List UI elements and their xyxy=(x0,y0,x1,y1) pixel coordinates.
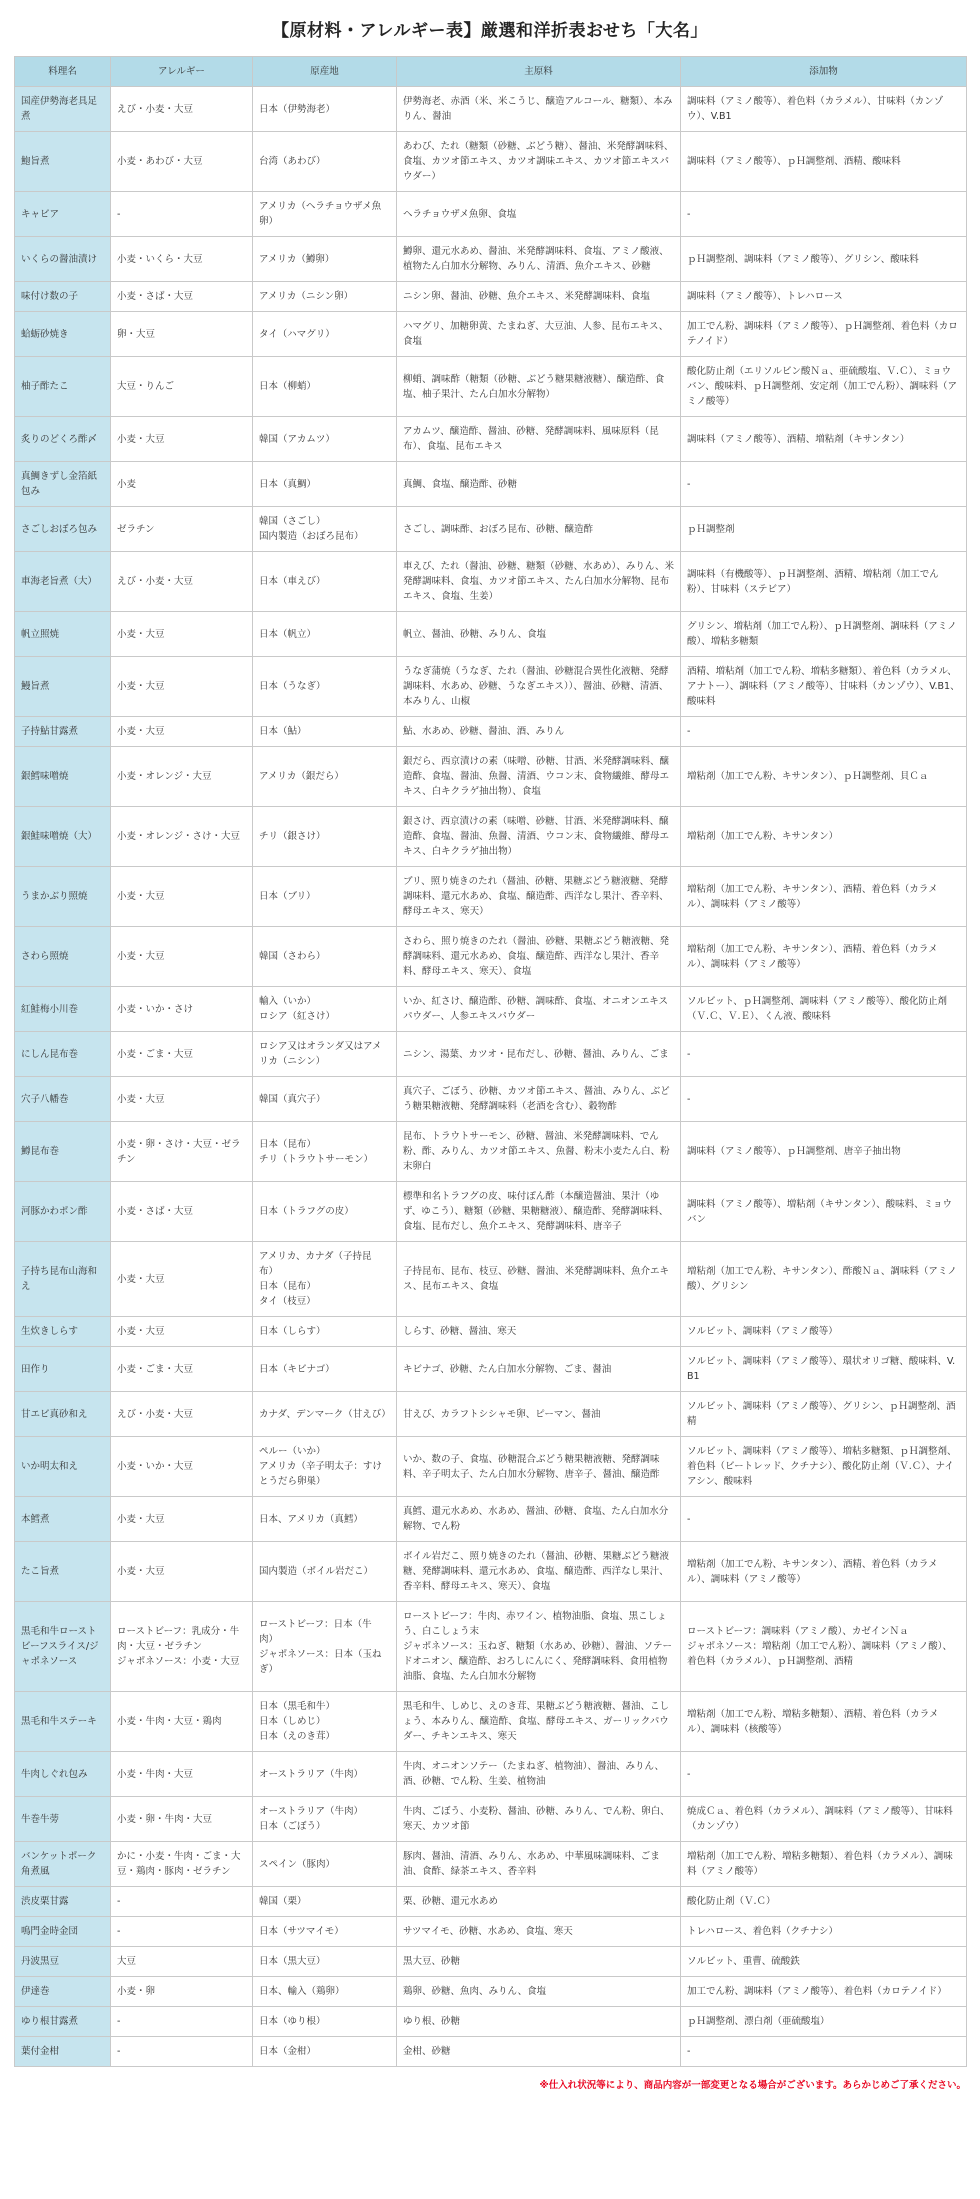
origin-cell: 日本（しらす） xyxy=(253,1317,397,1347)
additives-cell: 加工でん粉、調味料（アミノ酸等）、着色料（カロテノイド） xyxy=(681,1977,967,2007)
additives-cell: - xyxy=(681,1497,967,1542)
main-ingredients-cell: さわら、照り焼きのたれ（醤油、砂糖、果糖ぶどう糖液糖、発酵調味料、還元水あめ、食塩、醸造酢、西洋なし果汁、香辛料、酵母エキス、寒天）、食塩 xyxy=(397,927,681,987)
dish-name-cell: 生炊きしらす xyxy=(15,1317,111,1347)
dish-name-cell: 柚子酢たこ xyxy=(15,357,111,417)
main-ingredients-cell: 真鯛、食塩、醸造酢、砂糖 xyxy=(397,462,681,507)
origin-cell: 日本（サツマイモ） xyxy=(253,1917,397,1947)
allergens-cell: かに・小麦・牛肉・ごま・大豆・鶏肉・豚肉・ゼラチン xyxy=(111,1842,253,1887)
main-ingredients-cell: あわび、たれ（糖類（砂糖、ぶどう糖）、醤油、米発酵調味料、食塩、カツオ節エキス、カツオ調味エキス、カツオ節エキスパウダー） xyxy=(397,132,681,192)
additives-cell: 増粘剤（加工でん粉、キサンタン）、酒精、着色料（カラメル）、調味料（アミノ酸等） xyxy=(681,867,967,927)
origin-cell: 日本（トラフグの皮） xyxy=(253,1182,397,1242)
additives-cell: 調味料（アミノ酸等）、ｐＨ調整剤、酒精、酸味料 xyxy=(681,132,967,192)
origin-cell: ロシア又はオランダ又はアメリカ（ニシン） xyxy=(253,1032,397,1077)
allergens-cell: 小麦・ごま・大豆 xyxy=(111,1032,253,1077)
dish-name-cell: キャビア xyxy=(15,192,111,237)
origin-cell: 日本（うなぎ） xyxy=(253,657,397,717)
allergens-cell: 小麦・大豆 xyxy=(111,1542,253,1602)
dish-name-cell: 銀鮭味噌焼（大） xyxy=(15,807,111,867)
table-row xyxy=(15,1032,967,1077)
origin-cell: 韓国（さわら） xyxy=(253,927,397,987)
origin-cell: 日本（ゆり根） xyxy=(253,2007,397,2037)
dish-name-cell: 河豚かわポン酢 xyxy=(15,1182,111,1242)
table-row xyxy=(15,1347,967,1392)
additives-cell: - xyxy=(681,462,967,507)
origin-cell: 韓国（さごし） 国内製造（おぼろ昆布） xyxy=(253,507,397,552)
dish-name-cell: にしん昆布巻 xyxy=(15,1032,111,1077)
table-row xyxy=(15,1692,967,1752)
table-row xyxy=(15,1602,967,1692)
dish-name-cell: バンケットポーク角煮風 xyxy=(15,1842,111,1887)
table-body xyxy=(15,87,967,2067)
origin-cell: 日本、アメリカ（真鱈） xyxy=(253,1497,397,1542)
table-row xyxy=(15,1842,967,1887)
main-ingredients-cell: 帆立、醤油、砂糖、みりん、食塩 xyxy=(397,612,681,657)
origin-cell: オーストラリア（牛肉） 日本（ごぼう） xyxy=(253,1797,397,1842)
table-row xyxy=(15,1437,967,1497)
table-row xyxy=(15,87,967,132)
allergens-cell: - xyxy=(111,1917,253,1947)
table-row xyxy=(15,507,967,552)
main-ingredients-cell: 鱒卵、還元水あめ、醤油、米発酵調味料、食塩、アミノ酸液、植物たん白加水分解物、みりん、清酒、魚介エキス、砂糖 xyxy=(397,237,681,282)
main-ingredients-cell: ボイル岩だこ、照り焼きのたれ（醤油、砂糖、果糖ぶどう糖液糖、発酵調味料、還元水あめ、食塩、醸造酢、西洋なし果汁、香辛料、酵母エキス、寒天）、食塩 xyxy=(397,1542,681,1602)
dish-name-cell: 牛巻牛蒡 xyxy=(15,1797,111,1842)
dish-name-cell: 蛤蛎砂焼き xyxy=(15,312,111,357)
main-ingredients-cell: 銀さけ、西京漬けの素（味噌、砂糖、甘酒、米発酵調味料、醸造酢、食塩、醤油、魚醤、清酒、ウコン末、食物繊維、酵母エキス、白キクラゲ抽出物） xyxy=(397,807,681,867)
main-ingredients-cell: しらす、砂糖、醤油、寒天 xyxy=(397,1317,681,1347)
allergens-cell: 小麦・さば・大豆 xyxy=(111,282,253,312)
origin-cell: 日本（車えび） xyxy=(253,552,397,612)
allergens-cell: 小麦・大豆 xyxy=(111,867,253,927)
table-row xyxy=(15,1392,967,1437)
table-row xyxy=(15,1497,967,1542)
dish-name-cell: たこ旨煮 xyxy=(15,1542,111,1602)
origin-cell: 国内製造（ボイル岩だこ） xyxy=(253,1542,397,1602)
allergens-cell: 小麦・卵・さけ・大豆・ゼラチン xyxy=(111,1122,253,1182)
main-ingredients-cell: 昆布、トラウトサーモン、砂糖、醤油、米発酵調味料、でん粉、酢、みりん、カツオ節エキス、魚醤、粉末小麦たん白、粉末卵白 xyxy=(397,1122,681,1182)
table-row xyxy=(15,927,967,987)
additives-cell: 調味料（アミノ酸等）、ｐＨ調整剤、唐辛子抽出物 xyxy=(681,1122,967,1182)
table-row xyxy=(15,1242,967,1317)
main-ingredients-cell: 伊勢海老、赤酒（米、米こうじ、醸造アルコール、糖類）、本みりん、醤油 xyxy=(397,87,681,132)
dish-name-cell: 渋皮栗甘露 xyxy=(15,1887,111,1917)
main-ingredients-cell: さごし、調味酢、おぼろ昆布、砂糖、醸造酢 xyxy=(397,507,681,552)
allergens-cell: 卵・大豆 xyxy=(111,312,253,357)
additives-cell: ソルビット、調味料（アミノ酸等）、増粘多糖類、ｐＨ調整剤、着色料（ビートレッド、クチナシ）、酸化防止剤（Ｖ.Ｃ）、ナイアシン、酸味料 xyxy=(681,1437,967,1497)
table-row xyxy=(15,282,967,312)
dish-name-cell: ゆり根甘露煮 xyxy=(15,2007,111,2037)
dish-name-cell: 鰻旨煮 xyxy=(15,657,111,717)
main-ingredients-cell: 黒大豆、砂糖 xyxy=(397,1947,681,1977)
dish-name-cell: 鳴門金時金団 xyxy=(15,1917,111,1947)
additives-cell: グリシン、増粘剤（加工でん粉）、ｐＨ調整剤、調味料（アミノ酸）、増粘多糖類 xyxy=(681,612,967,657)
origin-cell: アメリカ（鱒卵） xyxy=(253,237,397,282)
additives-cell: - xyxy=(681,717,967,747)
allergens-cell: 小麦・あわび・大豆 xyxy=(111,132,253,192)
dish-name-cell: 銀鱈味噌焼 xyxy=(15,747,111,807)
origin-cell: 韓国（真穴子） xyxy=(253,1077,397,1122)
origin-cell: 日本（ブリ） xyxy=(253,867,397,927)
main-ingredients-cell: 銀だら、西京漬けの素（味噌、砂糖、甘酒、米発酵調味料、醸造酢、食塩、醤油、魚醤、清酒、ウコン末、食物繊維、酵母エキス、白キクラゲ抽出物）、食塩 xyxy=(397,747,681,807)
table-row xyxy=(15,2007,967,2037)
allergens-cell: 大豆 xyxy=(111,1947,253,1977)
origin-cell: 日本（伊勢海老） xyxy=(253,87,397,132)
allergens-cell: 小麦・オレンジ・さけ・大豆 xyxy=(111,807,253,867)
dish-name-cell: 真鯛きずし金箔紙包み xyxy=(15,462,111,507)
allergens-cell: 小麦・大豆 xyxy=(111,717,253,747)
main-ingredients-cell: 鶏卵、砂糖、魚肉、みりん、食塩 xyxy=(397,1977,681,2007)
main-ingredients-cell: ローストビーフ：牛肉、赤ワイン、植物油脂、食塩、黒こしょう、白こしょう末 ジャポネソース：玉ねぎ、糖類（水あめ、砂糖）、醤油、ソテードオニオン、醸造酢、おろしにんにく、発酵調味料、食用植物油脂、食塩、たん白加水分解物 xyxy=(397,1602,681,1692)
allergens-cell: 小麦・大豆 xyxy=(111,417,253,462)
main-ingredients-cell: ゆり根、砂糖 xyxy=(397,2007,681,2037)
origin-cell: カナダ、デンマーク（甘えび） xyxy=(253,1392,397,1437)
allergens-cell: 小麦・牛肉・大豆・鶏肉 xyxy=(111,1692,253,1752)
dish-name-cell: 子持ち昆布山海和え xyxy=(15,1242,111,1317)
additives-cell: 調味料（アミノ酸等）、酒精、増粘剤（キサンタン） xyxy=(681,417,967,462)
origin-cell: 日本（昆布） チリ（トラウトサーモン） xyxy=(253,1122,397,1182)
origin-cell: 韓国（栗） xyxy=(253,1887,397,1917)
allergens-cell: 小麦・大豆 xyxy=(111,612,253,657)
dish-name-cell: 帆立照焼 xyxy=(15,612,111,657)
table-row xyxy=(15,1752,967,1797)
origin-cell: 日本（柳蛸） xyxy=(253,357,397,417)
origin-cell: 台湾（あわび） xyxy=(253,132,397,192)
allergens-cell: 小麦・オレンジ・大豆 xyxy=(111,747,253,807)
origin-cell: タイ（ハマグリ） xyxy=(253,312,397,357)
table-row xyxy=(15,1182,967,1242)
additives-cell: 増粘剤（加工でん粉、キサンタン） xyxy=(681,807,967,867)
dish-name-cell: 味付け数の子 xyxy=(15,282,111,312)
allergen-table xyxy=(14,56,967,2067)
main-ingredients-cell: 真穴子、ごぼう、砂糖、カツオ節エキス、醤油、みりん、ぶどう糖果糖液糖、発酵調味料（老酒を含む）、穀物酢 xyxy=(397,1077,681,1122)
origin-cell: 日本（金柑） xyxy=(253,2037,397,2067)
additives-cell: 加工でん粉、調味料（アミノ酸等）、ｐＨ調整剤、着色料（カロテノイド） xyxy=(681,312,967,357)
allergens-cell: - xyxy=(111,1887,253,1917)
dish-name-cell: 炙りのどくろ酢〆 xyxy=(15,417,111,462)
table-row xyxy=(15,717,967,747)
dish-name-cell: 伊達巻 xyxy=(15,1977,111,2007)
main-ingredients-cell: 柳蛸、調味酢（糖類（砂糖、ぶどう糖果糖液糖）、醸造酢、食塩、柚子果汁、たん白加水分解物） xyxy=(397,357,681,417)
origin-cell: アメリカ、カナダ（子持昆布） 日本（昆布） タイ（枝豆） xyxy=(253,1242,397,1317)
main-ingredients-cell: アカムツ、醸造酢、醤油、砂糖、発酵調味料、風味原料（昆布）、食塩、昆布エキス xyxy=(397,417,681,462)
column-header-origin: 原産地 xyxy=(253,57,397,87)
table-row xyxy=(15,1887,967,1917)
additives-cell: 増粘剤（加工でん粉、キサンタン）、酒精、着色料（カラメル）、調味料（アミノ酸等） xyxy=(681,1542,967,1602)
allergens-cell: 小麦・大豆 xyxy=(111,1077,253,1122)
allergens-cell: ローストビーフ：乳成分・牛肉・大豆・ゼラチン ジャポネソース：小麦・大豆 xyxy=(111,1602,253,1692)
dish-name-cell: 本鱈煮 xyxy=(15,1497,111,1542)
additives-cell: 酸化防止剤（Ｖ.Ｃ） xyxy=(681,1887,967,1917)
table-row xyxy=(15,987,967,1032)
origin-cell: オーストラリア（牛肉） xyxy=(253,1752,397,1797)
allergens-cell: - xyxy=(111,2007,253,2037)
additives-cell: 調味料（アミノ酸等）、増粘剤（キサンタン）、酸味料、ミョウバン xyxy=(681,1182,967,1242)
table-row xyxy=(15,1542,967,1602)
allergens-cell: 小麦・大豆 xyxy=(111,1317,253,1347)
dish-name-cell: いくらの醤油漬け xyxy=(15,237,111,282)
allergens-cell: 小麦・牛肉・大豆 xyxy=(111,1752,253,1797)
table-container xyxy=(14,56,966,2091)
table-row xyxy=(15,747,967,807)
additives-cell: ソルビット、調味料（アミノ酸等）、グリシン、ｐＨ調整剤、酒精 xyxy=(681,1392,967,1437)
dish-name-cell: 黒毛和牛ローストビーフスライス/ジャポネソース xyxy=(15,1602,111,1692)
additives-cell: ｐＨ調整剤 xyxy=(681,507,967,552)
table-row xyxy=(15,807,967,867)
origin-cell: 日本（キビナゴ） xyxy=(253,1347,397,1392)
dish-name-cell: 牛肉しぐれ包み xyxy=(15,1752,111,1797)
main-ingredients-cell: 甘えび、カラフトシシャモ卵、ピーマン、醤油 xyxy=(397,1392,681,1437)
main-ingredients-cell: 真鱈、還元水あめ、水あめ、醤油、砂糖、食塩、たん白加水分解物、でん粉 xyxy=(397,1497,681,1542)
table-row xyxy=(15,132,967,192)
allergens-cell: 小麦・卵・牛肉・大豆 xyxy=(111,1797,253,1842)
main-ingredients-cell: 鮎、水あめ、砂糖、醤油、酒、みりん xyxy=(397,717,681,747)
allergens-cell: えび・小麦・大豆 xyxy=(111,87,253,132)
allergens-cell: ゼラチン xyxy=(111,507,253,552)
table-header xyxy=(15,57,967,87)
dish-name-cell: 葉付金柑 xyxy=(15,2037,111,2067)
additives-cell: 酒精、増粘剤（加工でん粉、増粘多糖類）、着色料（カラメル、アナトー）、調味料（アミノ酸等）、甘味料（カンゾウ）、V.B1、酸味料 xyxy=(681,657,967,717)
additives-cell: - xyxy=(681,2037,967,2067)
origin-cell: 輸入（いか） ロシア（紅さけ） xyxy=(253,987,397,1032)
additives-cell: 焼成Ｃａ、着色料（カラメル）、調味料（アミノ酸等）、甘味料（カンゾウ） xyxy=(681,1797,967,1842)
dish-name-cell: 紅鮭梅小川巻 xyxy=(15,987,111,1032)
additives-cell: トレハロース、着色料（クチナシ） xyxy=(681,1917,967,1947)
dish-name-cell: 甘エビ真砂和え xyxy=(15,1392,111,1437)
main-ingredients-cell: 牛肉、オニオンソテー（たまねぎ、植物油）、醤油、みりん、酒、砂糖、でん粉、生姜、植物油 xyxy=(397,1752,681,1797)
origin-cell: 日本（黒大豆） xyxy=(253,1947,397,1977)
additives-cell: - xyxy=(681,1077,967,1122)
allergens-cell: 大豆・りんご xyxy=(111,357,253,417)
main-ingredients-cell: サツマイモ、砂糖、水あめ、食塩、寒天 xyxy=(397,1917,681,1947)
additives-cell: 酸化防止剤（エリソルビン酸Ｎａ、亜硫酸塩、Ｖ.Ｃ）、ミョウバン、酸味料、ｐＨ調整剤、安定剤（加工でん粉）、調味料（アミノ酸等） xyxy=(681,357,967,417)
dish-name-cell: 子持鮎甘露煮 xyxy=(15,717,111,747)
table-row xyxy=(15,192,967,237)
main-ingredients-cell: 牛肉、ごぼう、小麦粉、醤油、砂糖、みりん、でん粉、卵白、寒天、カツオ節 xyxy=(397,1797,681,1842)
table-row xyxy=(15,1977,967,2007)
main-ingredients-cell: ハマグリ、加糖卵黄、たまねぎ、大豆油、人参、昆布エキス、食塩 xyxy=(397,312,681,357)
header-row xyxy=(15,57,967,87)
additives-cell: ローストビーフ：調味料（アミノ酸）、カゼインＮａ ジャポネソース：増粘剤（加工でん粉）、調味料（アミノ酸）、着色料（カラメル）、ｐＨ調整剤、酒精 xyxy=(681,1602,967,1692)
allergens-cell: えび・小麦・大豆 xyxy=(111,552,253,612)
allergens-cell: 小麦・大豆 xyxy=(111,657,253,717)
disclaimer-note: ※仕入れ状況等により、商品内容が一部変更となる場合がございます。あらかじめご了承ください。 xyxy=(539,2080,966,2091)
allergens-cell: 小麦・大豆 xyxy=(111,1497,253,1542)
additives-cell: - xyxy=(681,1032,967,1077)
main-ingredients-cell: 子持昆布、昆布、枝豆、砂糖、醤油、米発酵調味料、魚介エキス、昆布エキス、食塩 xyxy=(397,1242,681,1317)
allergens-cell: 小麦・ごま・大豆 xyxy=(111,1347,253,1392)
additives-cell: 増粘剤（加工でん粉、キサンタン）、酒精、着色料（カラメル）、調味料（アミノ酸等） xyxy=(681,927,967,987)
allergens-cell: 小麦・いか・大豆 xyxy=(111,1437,253,1497)
additives-cell: 調味料（有機酸等）、ｐＨ調整剤、酒精、増粘剤（加工でん粉）、甘味料（ステビア） xyxy=(681,552,967,612)
dish-name-cell: 国産伊勢海老具足煮 xyxy=(15,87,111,132)
additives-cell: 増粘剤（加工でん粉、増粘多糖類）、酒精、着色料（カラメル）、調味料（核酸等） xyxy=(681,1692,967,1752)
origin-cell: 日本（黒毛和牛） 日本（しめじ） 日本（えのき茸） xyxy=(253,1692,397,1752)
allergens-cell: 小麦・さば・大豆 xyxy=(111,1182,253,1242)
column-header-additives: 添加物 xyxy=(681,57,967,87)
table-row xyxy=(15,1317,967,1347)
origin-cell: 日本、輸入（鶏卵） xyxy=(253,1977,397,2007)
main-ingredients-cell: いか、数の子、食塩、砂糖混合ぶどう糖果糖液糖、発酵調味料、辛子明太子、たん白加水分解物、唐辛子、醤油、醸造酢 xyxy=(397,1437,681,1497)
table-row xyxy=(15,462,967,507)
dish-name-cell: 丹波黒豆 xyxy=(15,1947,111,1977)
additives-cell: 増粘剤（加工でん粉、キサンタン）、酢酸Ｎａ、調味料（アミノ酸）、グリシン xyxy=(681,1242,967,1317)
table-row xyxy=(15,612,967,657)
dish-name-cell: 田作り xyxy=(15,1347,111,1392)
allergens-cell: 小麦・大豆 xyxy=(111,927,253,987)
dish-name-cell: さわら照焼 xyxy=(15,927,111,987)
main-ingredients-cell: いか、紅さけ、醸造酢、砂糖、調味酢、食塩、オニオンエキスパウダー、人参エキスパウダー xyxy=(397,987,681,1032)
additives-cell: - xyxy=(681,192,967,237)
table-row xyxy=(15,312,967,357)
additives-cell: 調味料（アミノ酸等）、着色料（カラメル）、甘味料（カンゾウ）、V.B1 xyxy=(681,87,967,132)
main-ingredients-cell: ニシン卵、醤油、砂糖、魚介エキス、米発酵調味料、食塩 xyxy=(397,282,681,312)
allergens-cell: 小麦・いか・さけ xyxy=(111,987,253,1032)
main-ingredients-cell: ニシン、湯葉、カツオ・昆布だし、砂糖、醤油、みりん、ごま xyxy=(397,1032,681,1077)
column-header-dish-name: 料理名 xyxy=(15,57,111,87)
main-ingredients-cell: ヘラチョウザメ魚卵、食塩 xyxy=(397,192,681,237)
main-ingredients-cell: キビナゴ、砂糖、たん白加水分解物、ごま、醤油 xyxy=(397,1347,681,1392)
additives-cell: 増粘剤（加工でん粉、キサンタン）、ｐＨ調整剤、貝Ｃａ xyxy=(681,747,967,807)
dish-name-cell: 鱒昆布巻 xyxy=(15,1122,111,1182)
column-header-allergens: アレルギー xyxy=(111,57,253,87)
additives-cell: ソルビット、重曹、硫酸鉄 xyxy=(681,1947,967,1977)
main-ingredients-cell: 金柑、砂糖 xyxy=(397,2037,681,2067)
additives-cell: ｐＨ調整剤、調味料（アミノ酸等）、グリシン、酸味料 xyxy=(681,237,967,282)
allergens-cell: 小麦・大豆 xyxy=(111,1242,253,1317)
table-row xyxy=(15,552,967,612)
allergens-cell: 小麦・卵 xyxy=(111,1977,253,2007)
dish-name-cell: さごしおぼろ包み xyxy=(15,507,111,552)
table-row xyxy=(15,1797,967,1842)
origin-cell: アメリカ（ニシン卵） xyxy=(253,282,397,312)
main-ingredients-cell: うなぎ蒲焼（うなぎ、たれ（醤油、砂糖混合異性化液糖、発酵調味料、水あめ、砂糖、うなぎエキス））、醤油、砂糖、清酒、本みりん、山椒 xyxy=(397,657,681,717)
allergens-cell: 小麦・いくら・大豆 xyxy=(111,237,253,282)
table-row xyxy=(15,417,967,462)
origin-cell: アメリカ（ヘラチョウザメ魚卵） xyxy=(253,192,397,237)
main-ingredients-cell: 車えび、たれ（醤油、砂糖、糖類（砂糖、水あめ）、みりん、米発酵調味料、食塩、カツオ節エキス、たん白加水分解物、昆布エキス、食塩、生姜） xyxy=(397,552,681,612)
dish-name-cell: 車海老旨煮（大） xyxy=(15,552,111,612)
main-ingredients-cell: 標準和名トラフグの皮、味付ぽん酢（本醸造醤油、果汁（ゆず、ゆこう）、糖類（砂糖、果糖糖液）、醸造酢、発酵調味料、食塩、昆布だし、魚介エキス、発酵調味料、唐辛子 xyxy=(397,1182,681,1242)
additives-cell: ｐＨ調整剤、漂白剤（亜硫酸塩） xyxy=(681,2007,967,2037)
dish-name-cell: いか明太和え xyxy=(15,1437,111,1497)
table-row xyxy=(15,1917,967,1947)
additives-cell: ソルビット、ｐＨ調整剤、調味料（アミノ酸等）、酸化防止剤（Ｖ.Ｃ、Ｖ.Ｅ）、くん液、酸味料 xyxy=(681,987,967,1032)
page-title: 【原材料・アレルギー表】厳選和洋折表おせち「大名」 xyxy=(272,21,708,41)
dish-name-cell: 黒毛和牛ステーキ xyxy=(15,1692,111,1752)
additives-cell: 調味料（アミノ酸等）、トレハロース xyxy=(681,282,967,312)
origin-cell: ローストビーフ：日本（牛肉） ジャポネソース：日本（玉ねぎ） xyxy=(253,1602,397,1692)
origin-cell: アメリカ（銀だら） xyxy=(253,747,397,807)
main-ingredients-cell: 栗、砂糖、還元水あめ xyxy=(397,1887,681,1917)
additives-cell: ソルビット、調味料（アミノ酸等）、環状オリゴ糖、酸味料、V.B1 xyxy=(681,1347,967,1392)
origin-cell: チリ（銀さけ） xyxy=(253,807,397,867)
table-row xyxy=(15,1077,967,1122)
dish-name-cell: うまかぶり照焼 xyxy=(15,867,111,927)
additives-cell: - xyxy=(681,1752,967,1797)
additives-cell: ソルビット、調味料（アミノ酸等） xyxy=(681,1317,967,1347)
origin-cell: スペイン（豚肉） xyxy=(253,1842,397,1887)
main-ingredients-cell: 黒毛和牛、しめじ、えのき茸、果糖ぶどう糖液糖、醤油、こしょう、本みりん、醸造酢、食塩、酵母エキス、ガーリックパウダー、チキンエキス、寒天 xyxy=(397,1692,681,1752)
allergens-cell: - xyxy=(111,192,253,237)
table-row xyxy=(15,1947,967,1977)
origin-cell: 日本（帆立） xyxy=(253,612,397,657)
main-ingredients-cell: 豚肉、醤油、清酒、みりん、水あめ、中華風味調味料、ごま油、食酢、緑茶エキス、香辛料 xyxy=(397,1842,681,1887)
dish-name-cell: 鮑旨煮 xyxy=(15,132,111,192)
origin-cell: 日本（鮎） xyxy=(253,717,397,747)
origin-cell: ペルー（いか） アメリカ（辛子明太子：すけとうだら卵巣） xyxy=(253,1437,397,1497)
additives-cell: 増粘剤（加工でん粉、増粘多糖類）、着色料（カラメル）、調味料（アミノ酸等） xyxy=(681,1842,967,1887)
main-ingredients-cell: ブリ、照り焼きのたれ（醤油、砂糖、果糖ぶどう糖液糖、発酵調味料、還元水あめ、食塩、醸造酢、西洋なし果汁、香辛料、酵母エキス、寒天） xyxy=(397,867,681,927)
dish-name-cell: 穴子八幡巻 xyxy=(15,1077,111,1122)
table-row xyxy=(15,867,967,927)
table-row xyxy=(15,357,967,417)
allergens-cell: - xyxy=(111,2037,253,2067)
table-row xyxy=(15,237,967,282)
allergens-cell: えび・小麦・大豆 xyxy=(111,1392,253,1437)
origin-cell: 韓国（アカムツ） xyxy=(253,417,397,462)
origin-cell: 日本（真鯛） xyxy=(253,462,397,507)
table-row xyxy=(15,1122,967,1182)
table-row xyxy=(15,2037,967,2067)
column-header-main-ingredients: 主原料 xyxy=(397,57,681,87)
table-row xyxy=(15,657,967,717)
allergens-cell: 小麦 xyxy=(111,462,253,507)
